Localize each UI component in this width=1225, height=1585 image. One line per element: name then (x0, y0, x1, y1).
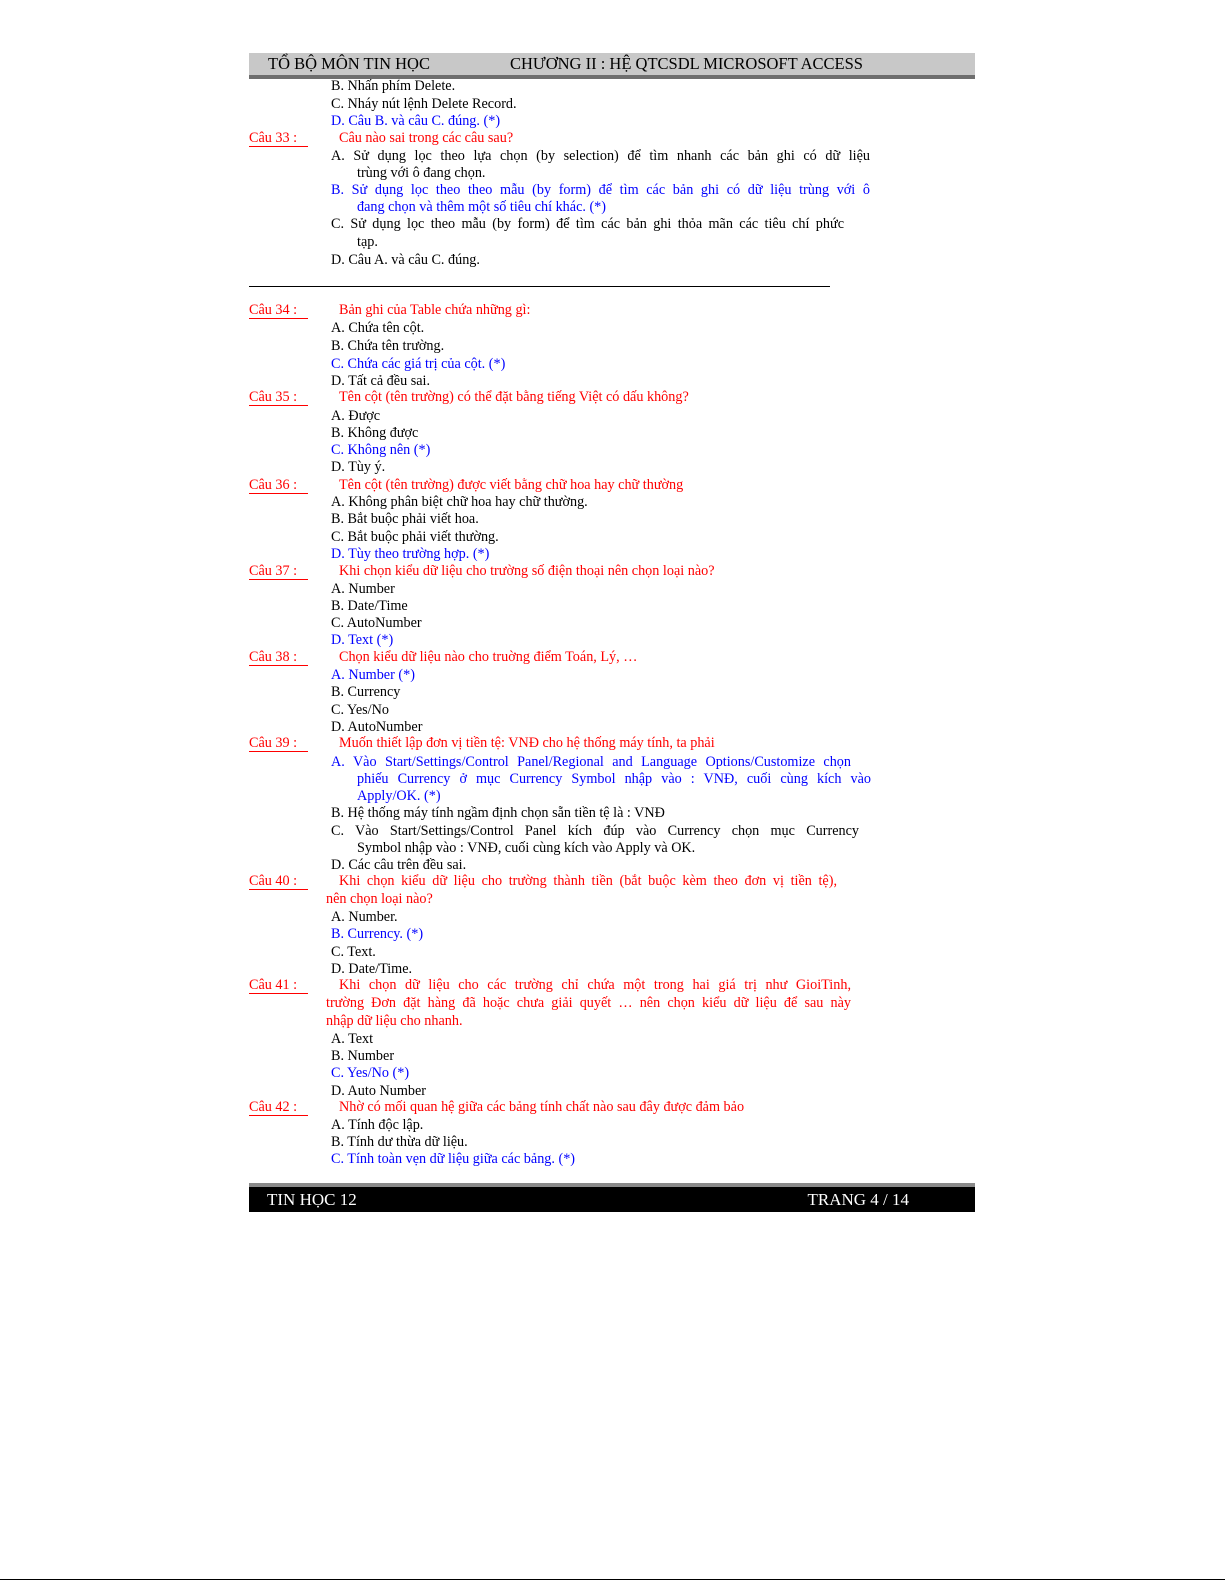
question-39-label: Câu 39 : (249, 735, 298, 751)
question-41-text-continued: trường Đơn đặt hàng đã hoặc chưa giải quyết … nên chọn kiểu dữ liệu để sau này (326, 995, 851, 1011)
question-34-text: Bản ghi của Table chứa những gì: (339, 302, 531, 318)
option-b: B. Currency (331, 684, 401, 700)
option-b: B. Number (331, 1048, 395, 1064)
option-b: B. Không được (331, 425, 419, 441)
option-d-correct: D. Câu B. và câu C. đúng. (*) (331, 113, 501, 129)
section-divider (249, 286, 830, 287)
option-d: D. Các câu trên đều sai. (331, 857, 467, 873)
question-40-label: Câu 40 : (249, 873, 298, 889)
option-a-correct: A. Number (*) (331, 667, 415, 683)
option-c: C. Nháy nút lệnh Delete Record. (331, 96, 517, 112)
question-33-label: Câu 33 : (249, 130, 298, 146)
header-department: TỔ BỘ MÔN TIN HỌC (268, 54, 430, 73)
option-a: A. Chứa tên cột. (331, 320, 425, 336)
question-36-text: Tên cột (tên trường) được viết bằng chữ hoa hay chữ thường (339, 477, 684, 493)
option-b: B. Hệ thống máy tính ngầm định chọn sẵn tiền tệ là : VNĐ (331, 805, 665, 821)
option-a: A. Được (331, 408, 381, 424)
option-d: D. Date/Time. (331, 961, 413, 977)
question-34-label: Câu 34 : (249, 302, 298, 318)
option-b-correct: B. Currency. (*) (331, 926, 424, 942)
option-c: C. Yes/No (331, 702, 389, 718)
page-number: TRANG 4 / 14 (807, 1190, 909, 1209)
question-38-label: Câu 38 : (249, 649, 298, 665)
option-b-correct: B. Sử dụng lọc theo theo mẫu (by form) để tìm các bản ghi có dữ liệu trùng với ô (331, 182, 870, 198)
option-c-correct: C. Yes/No (*) (331, 1065, 410, 1081)
option-a-continued: phiếu Currency ở mục Currency Symbol nhập vào : VNĐ, cuối cùng kích vào (357, 771, 871, 787)
option-c: C. Sử dụng lọc theo mẫu (by form) để tìm các bản ghi thỏa mãn các tiêu chí phức (331, 216, 844, 232)
question-40-text: Khi chọn kiểu dữ liệu cho trường thành tiền (bắt buộc kèm theo đơn vị tiền tệ), (339, 873, 837, 889)
question-37-text: Khi chọn kiểu dữ liệu cho trường số điện thoại nên chọn loại nào? (339, 563, 715, 579)
option-a: A. Number. (331, 909, 398, 925)
question-41-label: Câu 41 : (249, 977, 298, 993)
option-b-continued: đang chọn và thêm một số tiêu chí khác. (*) (357, 199, 607, 215)
option-a: A. Text (331, 1031, 374, 1047)
page-footer (249, 1183, 975, 1212)
question-35-text: Tên cột (tên trường) có thể đặt bằng tiếng Việt có dấu không? (339, 389, 689, 405)
option-b: B. Nhấn phím Delete. (331, 78, 456, 94)
question-41-text-continued: nhập dữ liệu cho nhanh. (326, 1013, 463, 1029)
question-33-text: Câu nào sai trong các câu sau? (339, 130, 514, 146)
option-d: D. Tùy ý. (331, 459, 386, 475)
option-b: B. Tính dư thừa dữ liệu. (331, 1134, 468, 1150)
option-a: A. Không phân biệt chữ hoa hay chữ thường. (331, 494, 588, 510)
option-c: C. Vào Start/Settings/Control Panel kích đúp vào Currency chọn mục Currency (331, 823, 859, 839)
option-c: C. Bắt buộc phải viết thường. (331, 529, 499, 545)
question-42-text: Nhờ có mối quan hệ giữa các bảng tính chất nào sau đây được đảm bảo (339, 1099, 745, 1115)
footer-course: TIN HỌC 12 (267, 1190, 357, 1209)
question-35-label: Câu 35 : (249, 389, 298, 405)
question-37-label: Câu 37 : (249, 563, 298, 579)
option-c: C. AutoNumber (331, 615, 422, 631)
option-c-correct: C. Không nên (*) (331, 442, 431, 458)
option-d-correct: D. Text (*) (331, 632, 394, 648)
option-c-continued: Symbol nhập vào : VNĐ, cuối cùng kích vào Apply và OK. (357, 840, 696, 856)
option-a: A. Number (331, 581, 395, 597)
page-header (249, 53, 975, 79)
question-38-text: Chọn kiểu dữ liệu nào cho truờng điểm Toán, Lý, … (339, 649, 638, 665)
question-36-label: Câu 36 : (249, 477, 298, 493)
option-c-correct: C. Tính toàn vẹn dữ liệu giữa các bảng. (*) (331, 1151, 576, 1167)
option-d: D. Auto Number (331, 1083, 426, 1099)
option-a-continued: Apply/OK. (*) (357, 788, 441, 804)
page-edge-line (0, 1579, 1225, 1580)
option-d: D. Câu A. và câu C. đúng. (331, 252, 480, 268)
question-39-text: Muốn thiết lập đơn vị tiền tệ: VNĐ cho hệ thống máy tính, ta phải (339, 735, 715, 751)
option-d-correct: D. Tùy theo trường hợp. (*) (331, 546, 490, 562)
question-41-text: Khi chọn dữ liệu cho các trường chỉ chứa một trong hai giá trị như GioiTinh, (339, 977, 851, 993)
option-c: C. Text. (331, 944, 376, 960)
option-c-continued: tạp. (357, 234, 378, 250)
question-42-label: Câu 42 : (249, 1099, 298, 1115)
option-c-correct: C. Chứa các giá trị của cột. (*) (331, 356, 506, 372)
question-40-text-continued: nên chọn loại nào? (326, 891, 433, 907)
option-b: B. Chứa tên trường. (331, 338, 445, 354)
header-chapter: CHƯƠNG II : HỆ QTCSDL MICROSOFT ACCESS (510, 54, 863, 73)
option-a-correct: A. Vào Start/Settings/Control Panel/Regional and Language Options/Customize chọn (331, 754, 851, 770)
option-a-continued: trùng với ô đang chọn. (357, 165, 486, 181)
option-a: A. Sử dụng lọc theo lựa chọn (by selection) để tìm nhanh các bản ghi có dữ liệu (331, 148, 870, 164)
option-d: D. AutoNumber (331, 719, 423, 735)
option-d: D. Tất cả đều sai. (331, 373, 431, 389)
option-b: B. Bắt buộc phải viết hoa. (331, 511, 479, 527)
option-a: A. Tính độc lập. (331, 1117, 424, 1133)
option-b: B. Date/Time (331, 598, 408, 614)
